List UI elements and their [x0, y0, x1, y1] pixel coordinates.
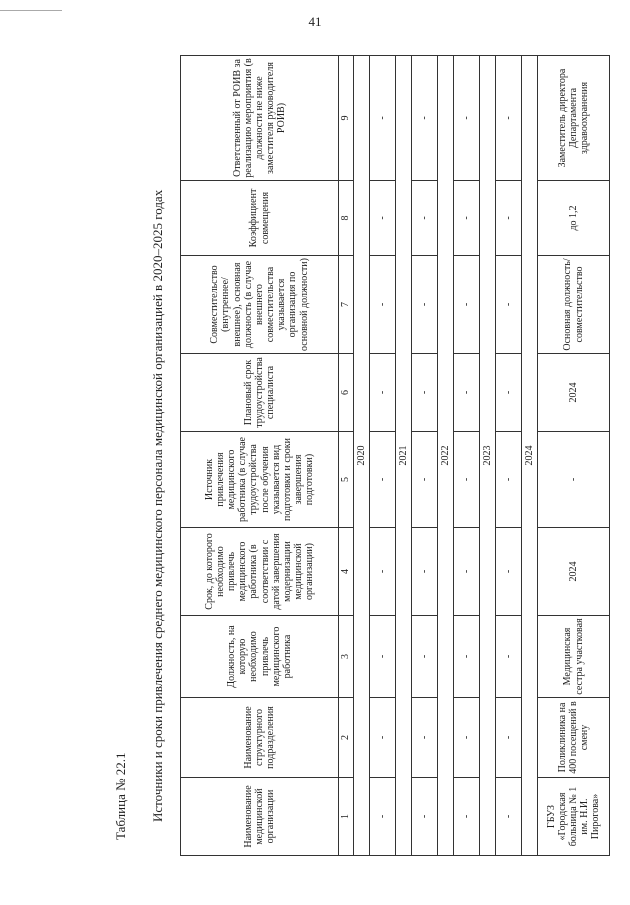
table-row [454, 56, 480, 856]
column-number: 7 [339, 256, 354, 354]
top-rule [0, 10, 62, 11]
header-cell: Совместительство (внутреннее/внешнее), основная должность (в случае внешнего совместительства указывается организация по основной должности) [181, 256, 339, 354]
header-cell: Коэффициент совмещения [181, 181, 339, 256]
column-number: 6 [339, 354, 354, 432]
dash-cell: - [412, 616, 438, 698]
column-number: 8 [339, 181, 354, 256]
year-cell: 2023 [480, 56, 496, 856]
dash-cell: - [370, 528, 396, 616]
dash-cell: - [370, 256, 396, 354]
year-row-2024 [522, 56, 538, 856]
position-cell: Медицинская сестра участковая [538, 616, 610, 698]
dash-cell: - [370, 56, 396, 181]
dash-cell: - [496, 181, 522, 256]
header-cell: Наименование медицинской организации [181, 778, 339, 856]
planned-date-cell: 2024 [538, 354, 610, 432]
dash-cell: - [412, 56, 438, 181]
source-cell: - [538, 432, 610, 528]
header-cell: Наименование структурного подразделения [181, 698, 339, 778]
dash-cell: - [454, 181, 480, 256]
dash-cell: - [454, 778, 480, 856]
dash-cell: - [496, 616, 522, 698]
table-title: Источники и сроки привлечения среднего медицинского персонала медицинской организацией в 2020–2025 годах [150, 189, 165, 822]
dash-cell: - [412, 432, 438, 528]
dash-cell: - [454, 354, 480, 432]
coefficient-cell: до 1,2 [538, 181, 610, 256]
header-cell: Источник привлечения медицинского работника (в случае трудоустройства после обучения указывается вид подготовки и сроки завершения подготовки) [181, 432, 339, 528]
rotated-table-container [180, 56, 610, 856]
deadline-cell: 2024 [538, 528, 610, 616]
table-row [496, 56, 522, 856]
header-cell: Плановый срок трудоустройства специалиста [181, 354, 339, 432]
page-number: 41 [308, 14, 322, 29]
column-number: 5 [339, 432, 354, 528]
dash-cell: - [496, 778, 522, 856]
table-caption: Таблица № 22.1 [113, 752, 128, 840]
dash-cell: - [496, 56, 522, 181]
dash-cell: - [412, 354, 438, 432]
table-row [538, 56, 610, 856]
dash-cell: - [412, 778, 438, 856]
responsible-cell: Заместитель директора Департамента здравоохранения [538, 56, 610, 181]
column-number-row [339, 56, 354, 856]
dash-cell: - [454, 528, 480, 616]
dash-cell: - [370, 616, 396, 698]
year-cell: 2022 [438, 56, 454, 856]
dash-cell: - [412, 528, 438, 616]
table-row [412, 56, 438, 856]
header-cell: Ответственный от РОИВ за реализацию мероприятия (в должности не ниже заместителя руководителя РОИВ) [181, 56, 339, 181]
year-row-2021 [396, 56, 412, 856]
year-row-2020 [354, 56, 370, 856]
dash-cell: - [496, 256, 522, 354]
dash-cell: - [370, 354, 396, 432]
column-number: 3 [339, 616, 354, 698]
staffing-table [180, 55, 610, 856]
column-number: 4 [339, 528, 354, 616]
dash-cell: - [454, 256, 480, 354]
dash-cell: - [454, 616, 480, 698]
dash-cell: - [454, 56, 480, 181]
dash-cell: - [496, 698, 522, 778]
column-number: 2 [339, 698, 354, 778]
dash-cell: - [370, 778, 396, 856]
year-row-2023 [480, 56, 496, 856]
dash-cell: - [370, 181, 396, 256]
header-row [181, 56, 339, 856]
dash-cell: - [412, 181, 438, 256]
year-cell: 2021 [396, 56, 412, 856]
table-row [370, 56, 396, 856]
unit-cell: Поликлиника на 400 посещений в смену [538, 698, 610, 778]
dash-cell: - [412, 256, 438, 354]
dash-cell: - [496, 354, 522, 432]
column-number: 1 [339, 778, 354, 856]
dash-cell: - [454, 432, 480, 528]
year-cell: 2024 [522, 56, 538, 856]
column-number: 9 [339, 56, 354, 181]
header-cell: Должность, на которую необходимо привлечь медицинского работника [181, 616, 339, 698]
combination-cell: Основная должность/ совместительство [538, 256, 610, 354]
org-cell: ГБУЗ «Городская больница № 1 им. Н.И. Пирогова» [538, 778, 610, 856]
year-row-2022 [438, 56, 454, 856]
dash-cell: - [496, 432, 522, 528]
dash-cell: - [370, 698, 396, 778]
dash-cell: - [412, 698, 438, 778]
dash-cell: - [454, 698, 480, 778]
dash-cell: - [496, 528, 522, 616]
dash-cell: - [370, 432, 396, 528]
year-cell: 2020 [354, 56, 370, 856]
header-cell: Срок, до которого необходимо привлечь медицинского работника (в соответствии с датой завершения модернизации медицинской организации) [181, 528, 339, 616]
